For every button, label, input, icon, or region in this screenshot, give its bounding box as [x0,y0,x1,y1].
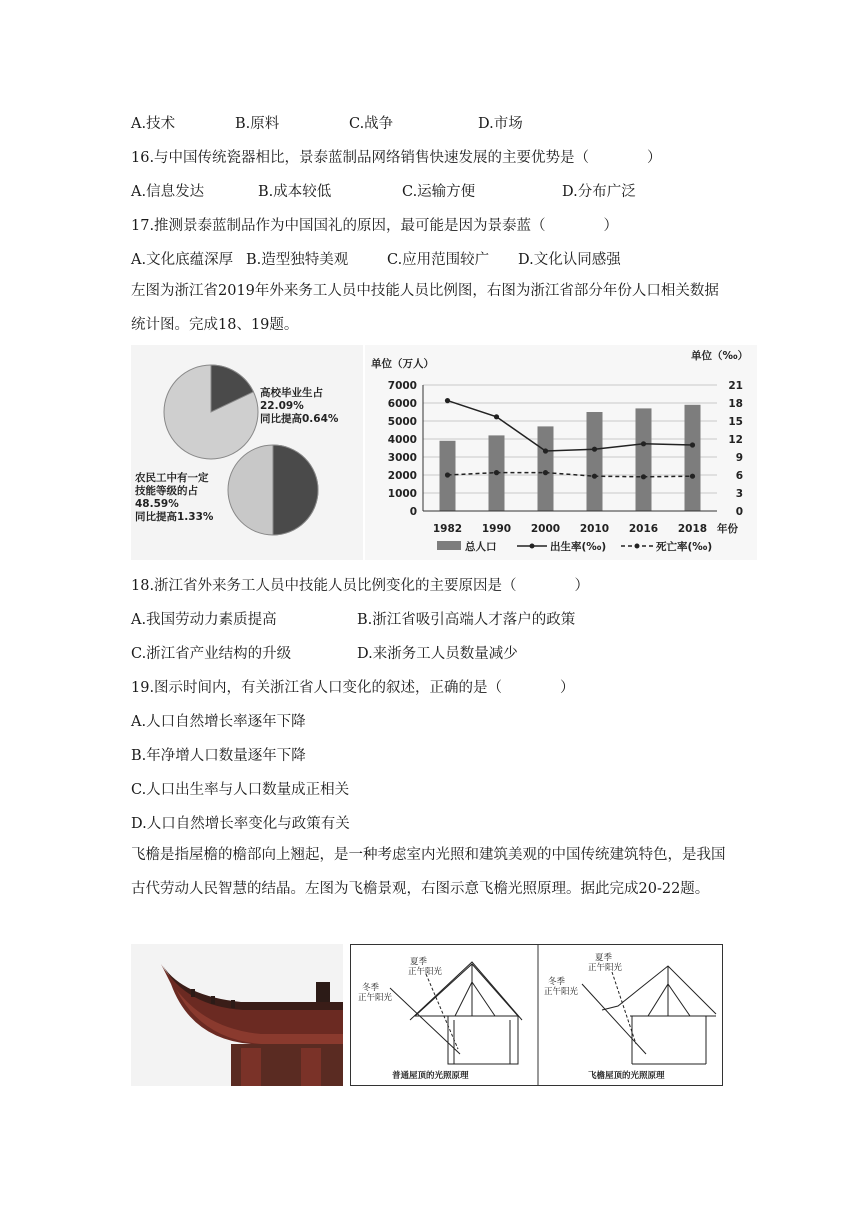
q17-stem: 17.推测景泰蓝制品作为中国国礼的原因，最可能是因为景泰蓝（ ） [131,218,619,234]
intro-20-22: 飞檐是指屋檐的檐部向上翘起，是一种考虑室内光照和建筑美观的中国传统建筑特色，是我国古代劳动人民智慧的结晶。左图为飞檐景观，右图示意飞檐光照原理。据此完成20-22题。 [131,847,726,897]
birth-rate-point [641,441,646,446]
q15-option-b: B.原料 [235,116,280,132]
left-tick-label: 5000 [387,416,417,428]
pie1-label-line1: 高校毕业生占 [260,387,323,399]
death-rate-point [592,474,597,479]
pie-chart-graduates [164,365,258,459]
legend-birth-rate: 出生率(‰) [550,541,607,553]
q17-option-a: A.文化底蕴深厚 [131,252,234,268]
panel1-summer-label2: 正午阳光 [408,967,443,977]
legend-total-population: 总人口 [465,541,497,553]
right-tick-label: 12 [728,434,743,446]
death-rate-point [641,474,646,479]
intro-18-19: 左图为浙江省2019年外来务工人员中技能人员比例图，右图为浙江省部分年份人口相关数据统计图。完成18、19题。 [131,283,719,333]
birth-rate-point [445,398,450,403]
right-tick-label: 3 [735,488,743,500]
panel1-summer-label1: 夏季 [410,957,428,967]
pie1-label-line3: 同比提高0.64% [260,413,339,425]
eave-lighting-diagram [350,944,723,1086]
left-tick-label: 4000 [387,434,417,446]
death-rate-point [690,474,695,479]
q17-option-c: C.应用范围较广 [387,252,490,268]
right-tick-label: 18 [728,398,743,410]
q17-option-b: B.造型独特美观 [246,252,349,268]
bar-total-population [636,408,652,511]
pie2-label-line2: 技能等级的占 [135,485,198,497]
left-tick-label: 7000 [387,380,417,392]
q16-stem: 16.与中国传统瓷器相比，景泰蓝制品网络销售快速发展的主要优势是（ ） [131,150,662,166]
q19-option-b: B.年净增人口数量逐年下降 [131,748,306,764]
birth-rate-line [448,401,693,451]
panel1-winter-label1: 冬季 [362,983,380,993]
q19-option-d: D.人口自然增长率变化与政策有关 [131,816,350,832]
left-tick-label: 1000 [387,488,417,500]
panel2-summer-label1: 夏季 [595,953,613,963]
right-tick-label: 21 [728,380,743,392]
panel1-caption: 普通屋顶的光照原理 [392,1071,469,1081]
q16-option-b: B.成本较低 [258,184,332,200]
q15-option-a: A.技术 [131,116,176,132]
q18-stem: 18.浙江省外来务工人员中技能人员比例变化的主要原因是（ ） [131,578,590,594]
death-rate-point [543,470,548,475]
x-tick-label: 2010 [579,523,610,535]
q18-option-c: C.浙江省产业结构的升级 [131,646,292,662]
legend-death-rate: 死亡率(‰) [656,541,713,553]
bar-total-population [538,426,554,511]
bar-total-population [587,412,603,511]
right-axis-unit: 单位（‰） [691,350,749,362]
q19-option-c: C.人口出生率与人口数量成正相关 [131,782,350,798]
pie-chart-skilled-workers [228,445,318,535]
x-tick-label: 1982 [432,523,463,535]
right-tick-label: 15 [728,416,743,428]
death-rate-point [445,472,450,477]
x-tick-label: 2000 [530,523,561,535]
q15-option-d: D.市场 [478,116,523,132]
left-tick-label: 6000 [387,398,417,410]
left-tick-label: 0 [409,506,417,518]
population-chart [365,345,757,560]
pie1-label-line2: 22.09% [260,400,304,412]
left-tick-label: 2000 [387,470,417,482]
birth-rate-point [494,414,499,419]
right-tick-label: 9 [735,452,743,464]
q18-option-a: A.我国劳动力素质提高 [131,612,277,628]
q19-stem: 19.图示时间内，有关浙江省人口变化的叙述，正确的是（ ） [131,680,575,696]
q18-option-b: B.浙江省吸引高端人才落户的政策 [357,612,576,628]
q19-option-a: A.人口自然增长率逐年下降 [131,714,306,730]
legend-birth-marker [530,544,535,549]
panel2-winter-label1: 冬季 [548,977,566,987]
death-rate-point [494,470,499,475]
left-tick-label: 3000 [387,452,417,464]
pie-figure [131,345,363,560]
q16-option-d: D.分布广泛 [562,184,636,200]
x-tick-label: 2018 [677,523,708,535]
x-tick-label: 1990 [481,523,512,535]
pie2-label-line3: 48.59% [135,498,179,510]
panel2-summer-label2: 正午阳光 [588,963,623,973]
q16-option-c: C.运输方便 [402,184,476,200]
q18-option-d: D.来浙务工人员数量减少 [357,646,518,662]
flying-eave-photo [131,944,343,1086]
x-tick-label: 2016 [628,523,659,535]
x-axis-suffix: 年份 [717,523,738,535]
q17-option-d: D.文化认同感强 [518,252,621,268]
panel1-winter-label2: 正午阳光 [358,993,393,1003]
birth-rate-point [543,448,548,453]
legend-bar-swatch [437,541,461,550]
right-tick-label: 6 [735,470,743,482]
bar-total-population [685,405,701,511]
birth-rate-point [690,442,695,447]
q15-option-c: C.战争 [349,116,394,132]
legend-death-marker [635,544,640,549]
right-tick-label: 0 [735,506,743,518]
panel2-winter-label2: 正午阳光 [544,987,579,997]
left-axis-unit: 单位（万人） [371,358,434,370]
panel2-caption: 飞檐屋顶的光照原理 [588,1071,665,1081]
pie2-label-line4: 同比提高1.33% [135,511,214,523]
pie2-label-line1: 农民工中有一定 [135,472,209,484]
birth-rate-point [592,447,597,452]
q16-option-a: A.信息发达 [131,184,205,200]
